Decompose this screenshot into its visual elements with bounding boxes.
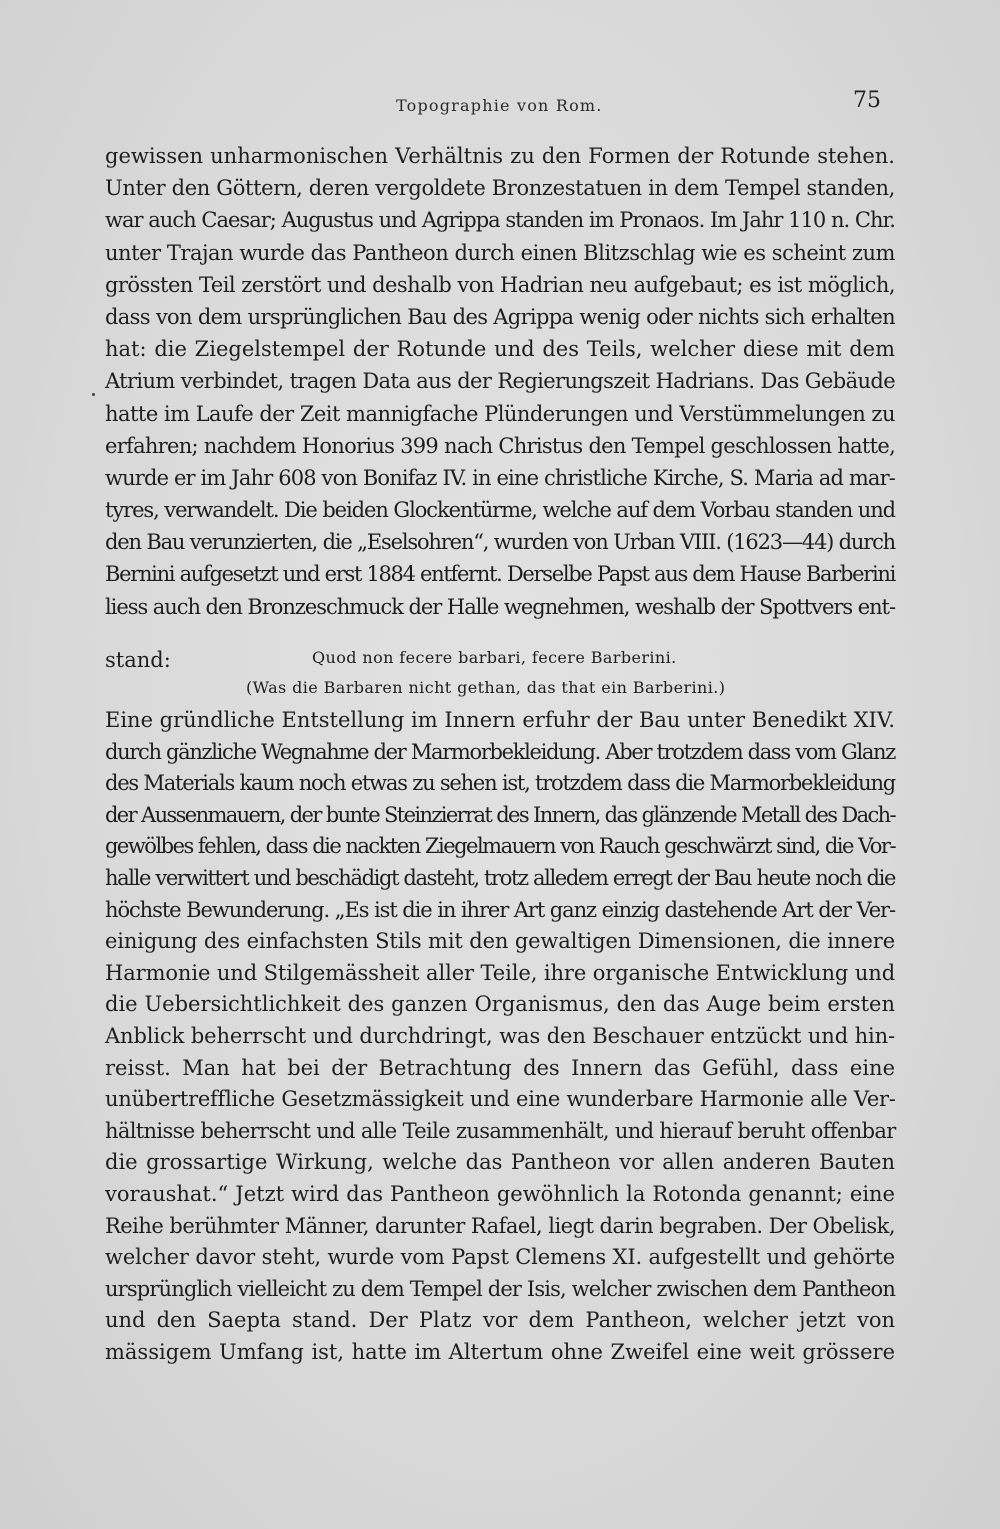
text-line: erfahren; nachdem Honorius 399 nach Christus den Tempel geschlossen hatte, (105, 433, 896, 458)
text-line: ursprünglich vielleicht zu dem Tempel der Isis, welcher zwischen dem Pantheon (105, 1276, 895, 1301)
text-line: halle verwittert und beschädigt dasteht, trotz alledem erregt der Bau heute noch die (105, 865, 896, 890)
text-line: die grossartige Wirkung, welche das Pantheon vor allen anderen Bauten (105, 1150, 895, 1175)
text-line: unter Trajan wurde das Pantheon durch einen Blitzschlag wie es scheint zum (105, 240, 895, 265)
quote-german-translation: (Was die Barbaren nicht gethan, das that ein Barberini.) (246, 678, 726, 697)
text-line: hat: die Ziegelstempel der Rotunde und des Teils, welcher diese mit dem (105, 337, 895, 362)
text-line: Harmonie und Stilgemässheit aller Teile, ihre organische Entwicklung und (105, 960, 896, 985)
text-line: Bernini aufgesetzt und erst 1884 entfernt. Derselbe Papst aus dem Hause Barberini (105, 562, 895, 587)
text-line: grössten Teil zerstört und deshalb von Hadrian neu aufgebaut; es ist möglich, (105, 272, 896, 297)
running-title: Topographie von Rom. (396, 96, 603, 115)
text-line: des Materials kaum noch etwas zu sehen ist, trotzdem dass die Marmorbekleidung (105, 771, 895, 796)
text-line: einigung des einfachsten Stils mit den gewaltigen Dimensionen, die innere (105, 929, 895, 954)
text-line: Reihe berühmter Männer, darunter Rafael, liegt darin begraben. Der Obelisk, (105, 1213, 896, 1238)
text-line: durch gänzliche Wegnahme der Marmorbekleidung. Aber trotzdem dass vom Glanz (105, 739, 895, 764)
text-line: tyres, verwandelt. Die beiden Glockentürme, welche auf dem Vorbau standen und (105, 498, 896, 523)
text-line: unübertreffliche Gesetzmässigkeit und eine wunderbare Harmonie alle Ver- (105, 1087, 896, 1112)
quote-latin: Quod non fecere barbari, fecere Barberini. (312, 648, 677, 667)
text-line: Atrium verbindet, tragen Data aus der Regierungszeit Hadrians. Das Gebäude (105, 369, 895, 394)
text-line: dass von dem ursprünglichen Bau des Agrippa wenig oder nichts sich erhalten (105, 304, 896, 329)
text-line: Eine gründliche Entstellung im Innern erfuhr der Bau unter Benedikt XIV. (105, 708, 895, 732)
margin-speck (92, 393, 95, 396)
paragraph-1-final-word: stand: (105, 648, 171, 672)
text-line: welcher davor steht, wurde vom Papst Clemens XI. aufgestellt und gehörte (105, 1245, 896, 1270)
text-line: reisst. Man hat bei der Betrachtung des Innern das Gefühl, dass eine (105, 1055, 895, 1080)
paragraph-2 (105, 705, 895, 1368)
text-line: gewölbes fehlen, dass die nackten Ziegelmauern von Rauch geschwärzt sind, die Vor- (105, 834, 896, 859)
text-line: die Uebersichtlichkeit des ganzen Organismus, den das Auge beim ersten (105, 992, 895, 1017)
text-line: hatte im Laufe der Zeit mannigfache Plünderungen und Verstümmelungen zu (105, 401, 895, 426)
text-line: wurde er im Jahr 608 von Bonifaz IV. in eine christliche Kirche, S. Maria ad mar- (105, 465, 896, 490)
text-line: der Aussenmauern, der bunte Steinzierrat des Innern, das glänzende Metall des Dach- (105, 802, 895, 827)
text-line: gewissen unharmonischen Verhältnis zu den Formen der Rotunde stehen. (105, 144, 895, 168)
text-line: liess auch den Bronzeschmuck der Halle wegnehmen, weshalb der Spottvers ent- (105, 594, 895, 619)
paragraph-1 (105, 140, 895, 623)
text-line: war auch Caesar; Augustus und Agrippa standen im Pronaos. Im Jahr 110 n. Chr. (105, 208, 895, 233)
text-line: höchste Bewunderung. „Es ist die in ihrer Art ganz einzig dastehende Art der Ver- (105, 897, 896, 922)
text-line: den Bau verunzierten, die „Eselsohren“, wurden von Urban VIII. (1623—44) durch (105, 530, 896, 555)
text-line: voraushat.“ Jetzt wird das Pantheon gewöhnlich la Rotonda genannt; eine (105, 1181, 895, 1206)
page-number: 75 (853, 88, 881, 113)
text-line: mässigem Umfang ist, hatte im Altertum ohne Zweifel eine weit grössere (105, 1339, 895, 1364)
text-line: und den Saepta stand. Der Platz vor dem Pantheon, welcher jetzt von (105, 1308, 895, 1333)
text-line: Anblick beherrscht und durchdringt, was den Beschauer entzückt und hin- (105, 1023, 896, 1048)
text-line: Unter den Göttern, deren vergoldete Bronzestatuen in dem Tempel standen, (105, 176, 895, 201)
text-line: hältnisse beherrscht und alle Teile zusammenhält, und hierauf beruht offenbar (105, 1118, 896, 1143)
